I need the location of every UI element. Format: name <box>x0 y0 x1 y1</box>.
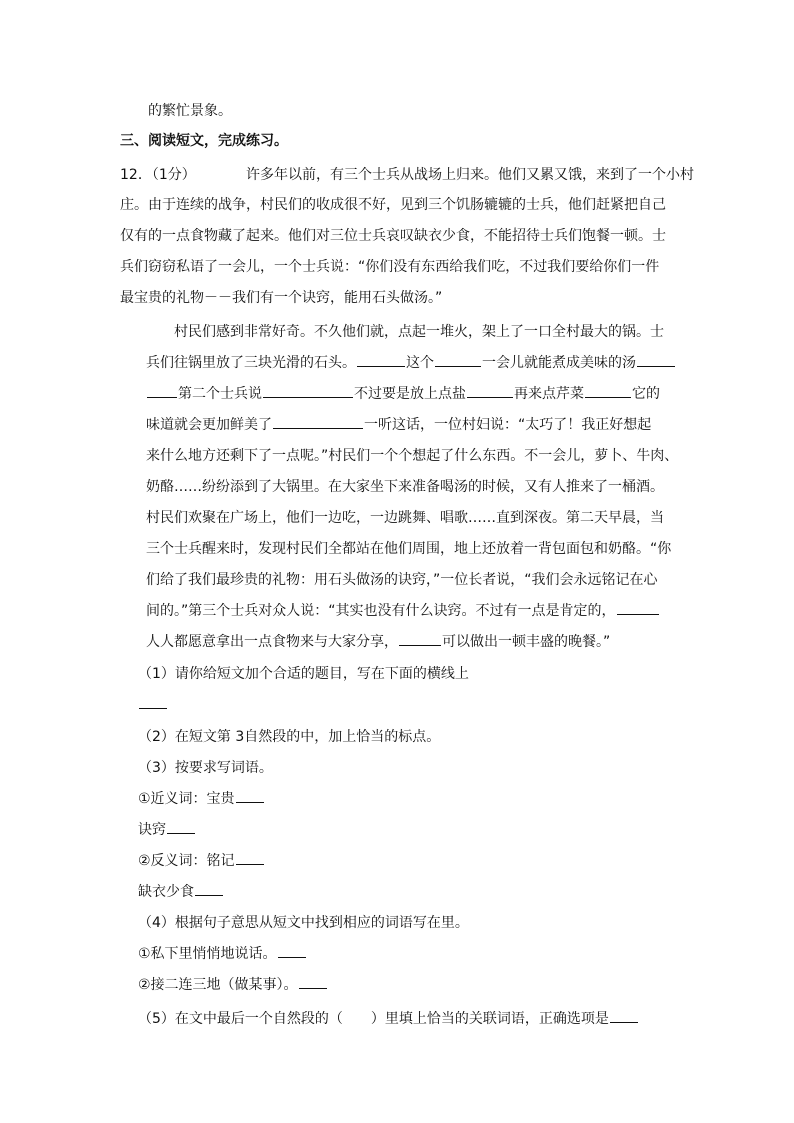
p2-line: 三个士兵醒来时，发现村民们全都站在他们周围，地上还放着一背包面包和奶酪。“你 <box>146 541 672 557</box>
blank[interactable] <box>299 974 327 989</box>
text: 再来点芹菜 <box>514 386 584 402</box>
subquestion-3: （3）按要求写词语。 <box>138 760 273 776</box>
blank[interactable] <box>273 414 363 429</box>
question-number: 12．（1分） <box>120 167 196 183</box>
subquestion-5 <box>138 1008 639 1030</box>
synonym-item <box>138 788 265 810</box>
subquestion-2: （2）在短文第 3自然段的中，加上恰当的标点。 <box>138 729 441 745</box>
p2-line <box>146 352 676 374</box>
p2-line: 奶酪……纷纷添到了大锅里。在大家坐下来准备喝汤的时候，又有人推来了一桶酒。 <box>146 479 664 495</box>
subquestion-4: （4）根据句子意思从短文中找到相应的词语写在里。 <box>138 915 469 931</box>
text: 间的。”第三个士兵对众人说：“其实也没有什么诀窍。不过有一点是肯定的， <box>146 603 616 619</box>
p2-line: 们给了我们最珍贵的礼物：用石头做汤的诀窍，”一位长者说，“我们会永远铭记在心 <box>146 572 658 588</box>
blank[interactable] <box>263 383 353 398</box>
blank[interactable] <box>236 850 264 865</box>
synonym-item <box>138 819 196 841</box>
blank[interactable] <box>167 819 195 834</box>
blank[interactable] <box>399 631 441 646</box>
top-line: 的繁忙景象。 <box>148 103 232 119</box>
blank[interactable] <box>610 1008 638 1023</box>
text: ②反义词：铭记 <box>138 853 235 869</box>
blank[interactable] <box>236 788 264 803</box>
p1-line: 最宝贵的礼物－－我们有一个诀窍，能用石头做汤。” <box>120 290 443 306</box>
blank[interactable] <box>637 352 675 367</box>
p2-line: 村民们欢聚在广场上，他们一边吃，一边跳舞、唱歌……直到深夜。第二天早晨，当 <box>146 510 664 526</box>
antonym-item <box>138 881 224 903</box>
answer-line-title[interactable] <box>138 694 168 716</box>
text: 它的 <box>632 386 660 402</box>
blank[interactable] <box>139 694 167 709</box>
text: 一会儿就能煮成美味的汤 <box>482 355 636 371</box>
p2-line: 村民们感到非常好奇。不久他们就，点起一堆火，架上了一口全村最大的锅。士 <box>174 324 664 340</box>
blank[interactable] <box>585 383 631 398</box>
text: ①私下里悄悄地说话。 <box>138 946 277 962</box>
p2-line: 来什么地方还剩下了一点呢。”村民们一个个想起了什么东西。不一会儿，萝卜、牛肉、 <box>146 448 679 464</box>
p2-line <box>146 383 660 405</box>
text: 缺衣少食 <box>138 884 194 900</box>
p1-line: 兵们窃窃私语了一会儿，一个士兵说：“你们没有东西给我们吃，不过我们要给你们一件 <box>120 259 660 275</box>
q4-item <box>138 974 328 996</box>
p1-line: 庄。由于连续的战争，村民们的收成很不好，见到三个饥肠辘辘的士兵，他们赶紧把自己 <box>120 197 666 213</box>
text: 一听这话，一位村妇说：“太巧了！我正好想起 <box>364 417 652 433</box>
text: 人人都愿意拿出一点食物来与大家分享， <box>146 634 398 650</box>
blank[interactable] <box>278 943 306 958</box>
text: ）里填上恰当的关联词语，正确选项是 <box>370 1011 609 1027</box>
p2-line <box>146 631 610 653</box>
section-heading: 三、阅读短文，完成练习。 <box>120 133 288 149</box>
text: ①近义词：宝贵 <box>138 791 235 807</box>
blank[interactable] <box>147 383 177 398</box>
text: 可以做出一顿丰盛的晚餐。” <box>442 634 611 650</box>
p1-line: 许多年以前，有三个士兵从战场上归来。他们又累又饿，来到了一个小村 <box>246 167 694 183</box>
blank[interactable] <box>357 352 405 367</box>
q4-item <box>138 943 307 965</box>
text: 诀窍 <box>138 822 166 838</box>
blank[interactable] <box>195 881 223 896</box>
antonym-item <box>138 850 265 872</box>
blank[interactable] <box>435 352 481 367</box>
p2-line <box>146 414 651 436</box>
text: 这个 <box>406 355 434 371</box>
blank[interactable] <box>467 383 513 398</box>
text: 第二个士兵说 <box>178 386 262 402</box>
p1-line: 仅有的一点食物藏了起来。他们对三位士兵哀叹缺衣少食，不能招待士兵们饱餐一顿。士 <box>120 228 666 244</box>
text: （5）在文中最后一个自然段的（ <box>138 1011 343 1027</box>
blank[interactable] <box>617 600 659 615</box>
text: 味道就会更加鲜美了 <box>146 417 272 433</box>
p2-line <box>146 600 660 622</box>
text: 兵们往锅里放了三块光滑的石头。 <box>146 355 356 371</box>
text: 不过要是放上点盐 <box>354 386 466 402</box>
subquestion-1: （1）请你给短文加个合适的题目，写在下面的横线上 <box>138 666 469 682</box>
text: ②接二连三地（做某事）。 <box>138 977 298 993</box>
